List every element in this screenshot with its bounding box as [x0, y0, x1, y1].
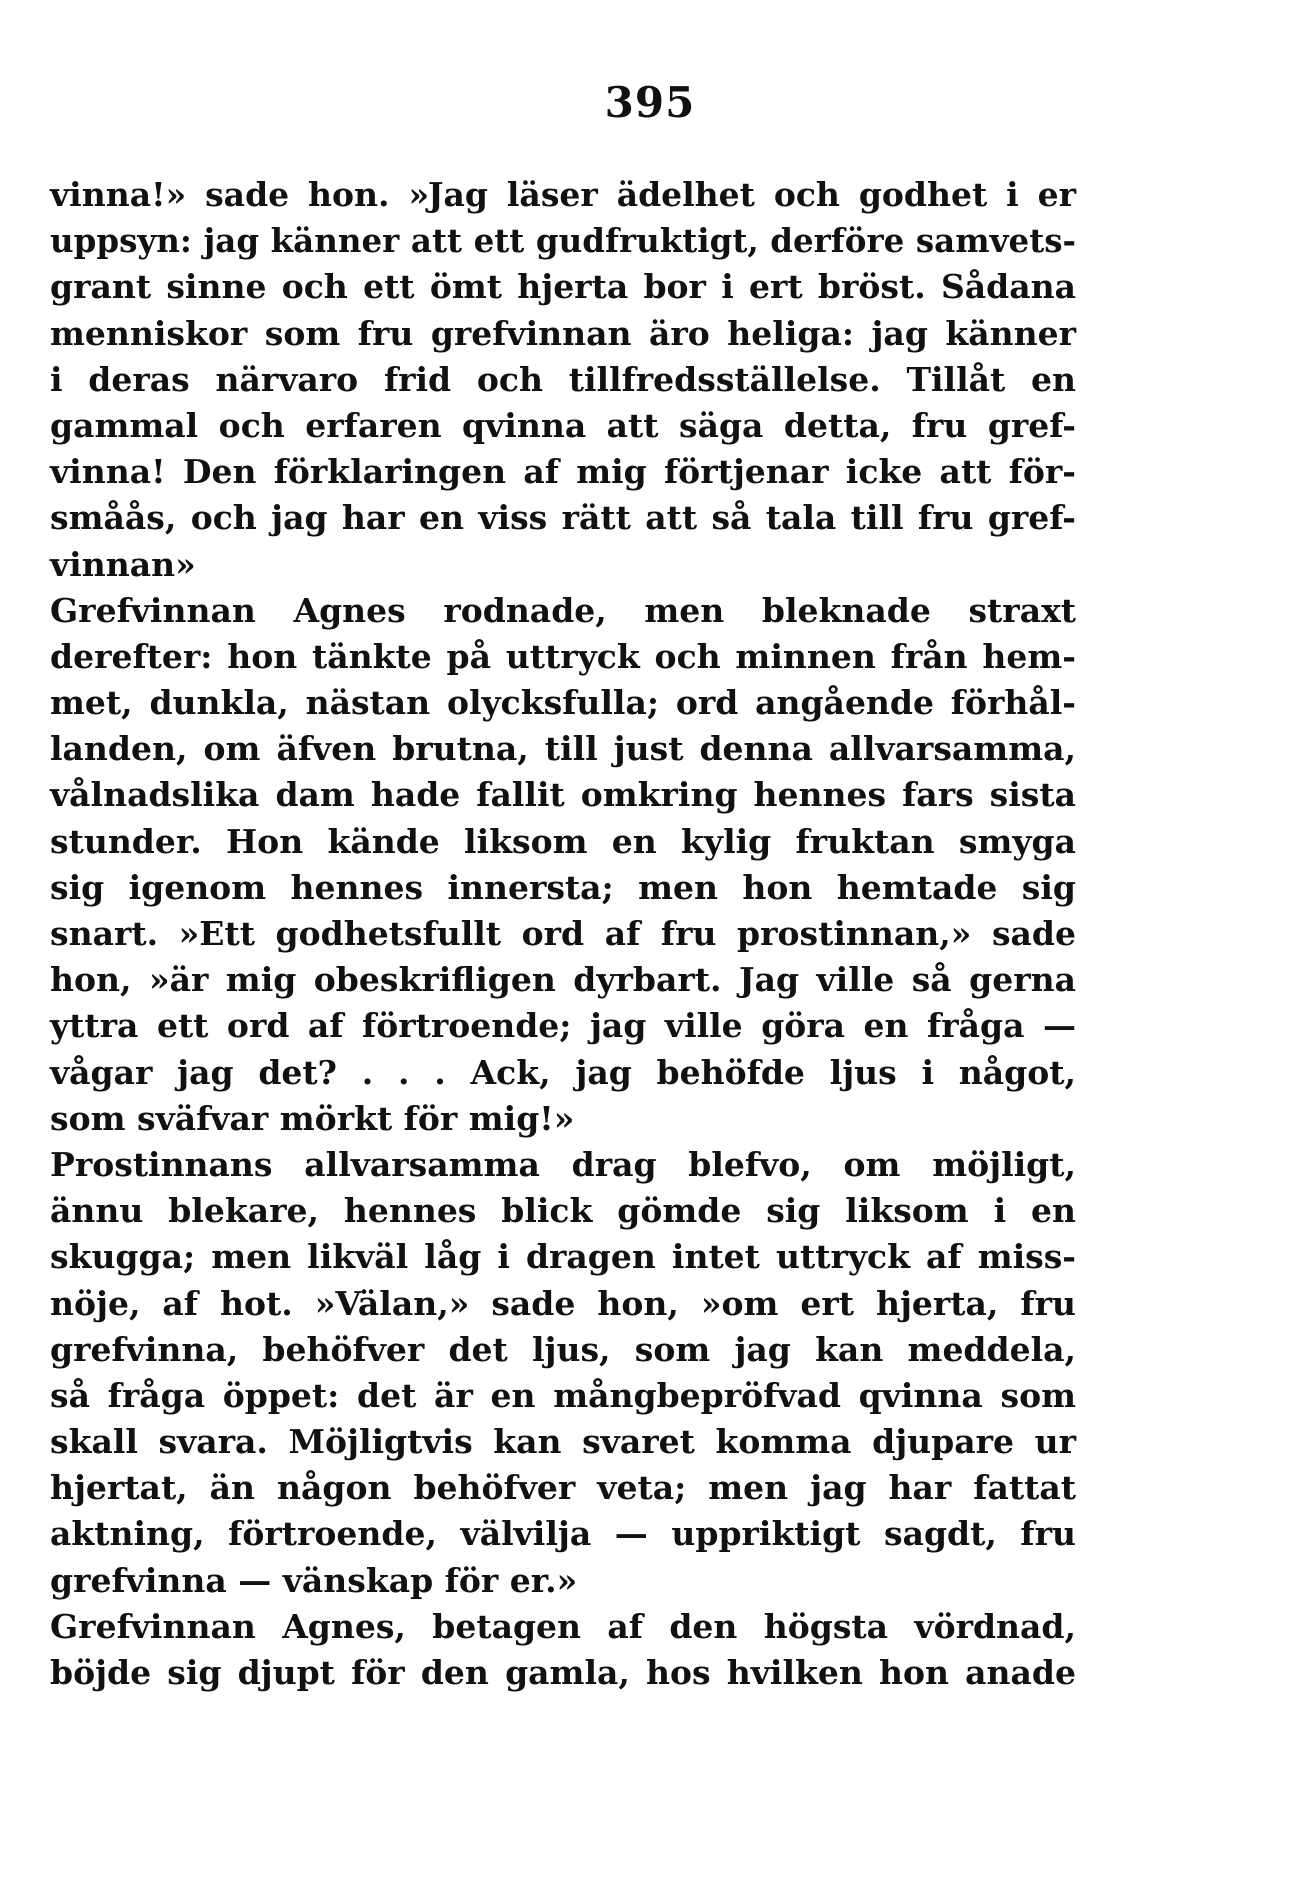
text-line-21: som sväfvar mörkt för mig!»	[50, 1098, 575, 1138]
text-line-29: hjertat, än någon behöfver veta; men jag har fattat	[50, 1468, 1076, 1508]
text-line-30: aktning, förtroende, välvilja — uppriktigt sagdt, fru	[50, 1514, 1076, 1554]
text-line-16: sig igenom hennes innersta; men hon hemtade sig	[50, 867, 1076, 907]
text-line-18: hon, »är mig obeskrifligen dyrbart. Jag ville så gerna	[50, 960, 1076, 1000]
text-line-9: vinnan»	[50, 544, 196, 584]
text-line-28: skall svara. Möjligtvis kan svaret komma djupare ur	[50, 1422, 1076, 1462]
text-line-13: landen, om äfven brutna, till just denna allvarsamma,	[50, 729, 1076, 769]
text-line-22: Prostinnans allvarsamma drag blefvo, om möjligt,	[50, 1144, 1076, 1184]
text-line-19: yttra ett ord af förtroende; jag ville göra en fråga —	[50, 1006, 1076, 1046]
text-line-25: nöje, af hot. »Välan,» sade hon, »om ert hjerta, fru	[50, 1283, 1076, 1323]
text-line-10: Grefvinnan Agnes rodnade, men bleknade straxt	[50, 590, 1076, 630]
text-line-23: ännu blekare, hennes blick gömde sig liksom i en	[50, 1191, 1076, 1231]
text-line-20: vågar jag det? . . . Ack, jag behöfde ljus i något,	[50, 1052, 1076, 1092]
text-line-27: så fråga öppet: det är en mångbepröfvad qvinna som	[50, 1375, 1076, 1415]
text-line-8: småås, och jag har en viss rätt att så tala till fru gref-	[50, 498, 1076, 538]
text-line-12: met, dunkla, nästan olycksfulla; ord angående förhål-	[50, 683, 1076, 723]
page-number: 395	[604, 78, 696, 127]
text-line-24: skugga; men likväl låg i dragen intet uttryck af miss-	[50, 1237, 1076, 1277]
text-line-5: i deras närvaro frid och tillfredsställelse. Tillåt en	[50, 359, 1076, 399]
text-line-26: grefvinna, behöfver det ljus, som jag kan meddela,	[50, 1329, 1076, 1369]
text-line-1: vinna!» sade hon. »Jag läser ädelhet och godhet i er	[50, 175, 1076, 214]
text-line-2: uppsyn: jag känner att ett gudfruktigt, derföre samvets-	[50, 221, 1076, 261]
text-line-32: Grefvinnan Agnes, betagen af den högsta vördnad,	[50, 1606, 1076, 1646]
text-line-17: snart. »Ett godhetsfullt ord af fru prostinnan,» sade	[50, 914, 1076, 953]
text-line-6: gammal och erfaren qvinna att säga detta, fru gref-	[50, 405, 1076, 445]
text-line-15: stunder. Hon kände liksom en kylig fruktan smyga	[50, 821, 1076, 861]
body-text	[50, 172, 1076, 1696]
text-line-33: böjde sig djupt för den gamla, hos hvilken hon anade	[50, 1653, 1076, 1692]
text-line-3: grant sinne och ett ömt hjerta bor i ert bröst. Sådana	[50, 267, 1076, 307]
text-line-7: vinna! Den förklaringen af mig förtjenar icke att för-	[50, 452, 1076, 492]
text-line-31: grefvinna — vänskap för er.»	[50, 1560, 578, 1600]
text-line-4: menniskor som fru grefvinnan äro heliga: jag känner	[50, 313, 1076, 353]
text-line-14: vålnadslika dam hade fallit omkring hennes fars sista	[50, 775, 1076, 815]
text-line-11: derefter: hon tänkte på uttryck och minnen från hem-	[50, 636, 1076, 676]
